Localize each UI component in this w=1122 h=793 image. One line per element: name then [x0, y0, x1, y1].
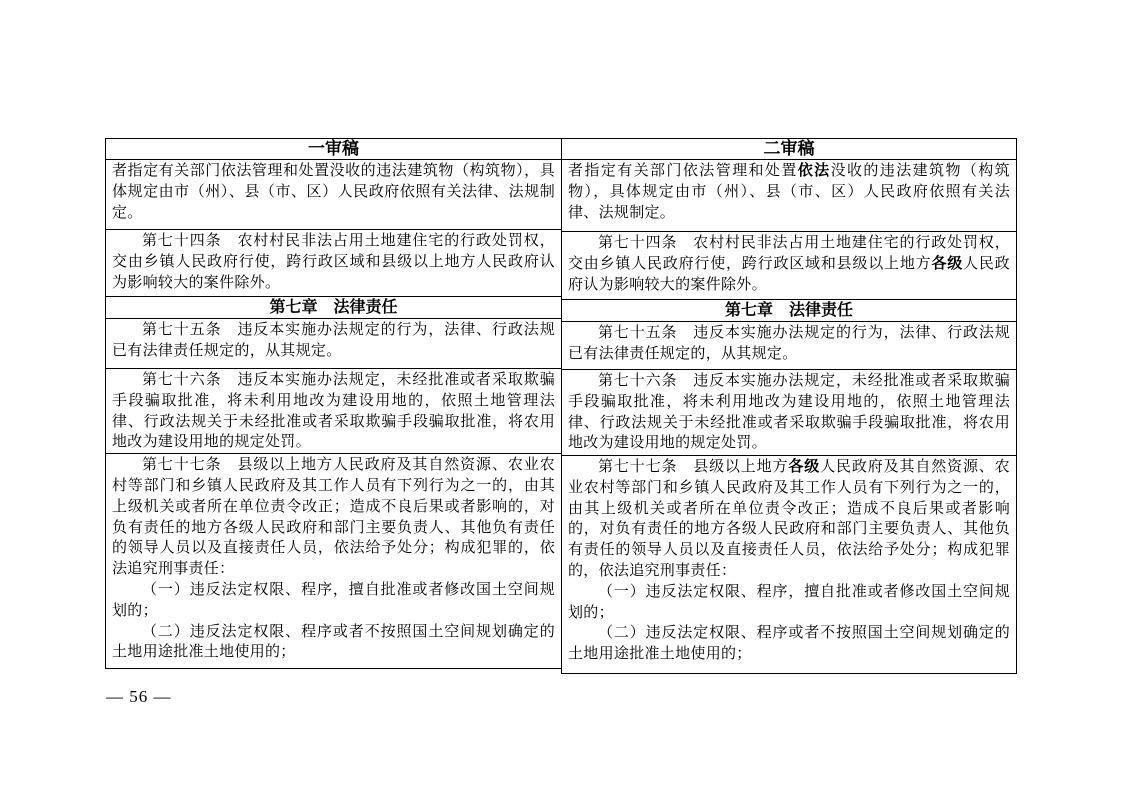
column-second-draft: [561, 138, 1017, 674]
text-run: 第七十四条 农村村民非法占用土地建住宅的行政处罚权，交由乡镇人民政府行使，跨行政区域和县级以上地方人民政府认为影响较大的案件除外。: [112, 233, 555, 291]
second-draft-header: 二审稿: [562, 139, 1016, 160]
text-run: 第七十六条 违反本实施办法规定，未经批准或者采取欺骗手段骗取批准，将未利用地改为建设用地的，依照土地管理法律、行政法规关于未经批准或者采取欺骗手段骗取批准，将农用地改为建设用地的规定处罚。: [568, 373, 1010, 452]
paragraph: [112, 580, 555, 622]
amendment-emphasis-run: 各级: [788, 459, 821, 475]
paragraph: [112, 231, 555, 293]
text-run: （二）违反法定权限、程序或者不按照国土空间规划确定的土地用途批准土地使用的；: [112, 623, 555, 661]
paragraph: [568, 323, 1010, 365]
text-run: 第七十七条 县级以上地方人民政府及其自然资源、农业农村等部门和乡镇人民政府及其工作人员有下列行为之一的，由其上级机关或者所在单位责令改正；造成不良后果或者影响的，对负有责任的地方各级人民政府和部门主要负责人、其他负有责任的领导人员以及直接责任人员，依法给予处分；构成犯罪的，依法追究刑事责任：: [112, 457, 555, 578]
table-cell: [562, 370, 1016, 456]
table-cell: [106, 230, 561, 297]
text-run: （一）违反法定权限、程序，擅自批准或者修改国土空间规划的；: [112, 581, 555, 619]
paragraph: [568, 457, 1010, 582]
paragraph: [568, 161, 1010, 223]
text-run: （一）违反法定权限、程序，擅自批准或者修改国土空间规划的；: [568, 583, 1010, 621]
text-run: 第七十四条 农村村民非法占用土地建住宅的行政处罚权，交由乡镇人民政府行使，跨行政区域和县级以上地方: [568, 235, 1010, 272]
text-run: 第七十五条 违反本实施办法规定的行为，法律、行政法规已有法律责任规定的，从其规定。: [568, 325, 1010, 362]
text-run: 者指定有关部门依法管理和处置没收的违法建筑物（构筑物），具体规定由市（州）、县（市、区）人民政府依照有关法律、法规制定。: [112, 163, 555, 221]
chapter-heading-cell: 第七章 法律责任: [562, 300, 1016, 322]
table-cell: [106, 319, 561, 369]
draft-comparison-table: [105, 138, 1017, 674]
text-run: 第七十七条 县级以上地方: [598, 459, 789, 475]
text-run: 第七十五条 违反本实施办法规定的行为，法律、行政法规已有法律责任规定的，从其规定。: [112, 322, 555, 359]
paragraph: [568, 233, 1010, 295]
paragraph: [112, 622, 555, 664]
amendment-emphasis-run: 各级: [931, 255, 964, 272]
text-run: 人民政府及其自然资源、农业农村等部门和乡镇人民政府及其工作人员有下列行为之一的，由其上级机关或者所在单位责令改正；造成不良后果或者影响的，对负有责任的地方各级人民政府和部门主要负责人、其他负有责任的领导人员以及直接责任人员，依法给予处分；构成犯罪的，依法追究刑事责任：: [568, 459, 1010, 579]
paragraph: [568, 371, 1010, 454]
paragraph: [112, 320, 555, 362]
table-cell: [106, 454, 561, 668]
paragraph: [568, 623, 1010, 665]
text-run: 人民政府认为影响较大的案件除外。: [568, 255, 1010, 293]
table-cell: [106, 160, 561, 230]
text-run: 第七十六条 违反本实施办法规定，未经批准或者采取欺骗手段骗取批准，将未利用地改为建设用地的，依照土地管理法律、行政法规关于未经批准或者采取欺骗手段骗取批准，将农用地改为建设用地的规定处罚。: [112, 372, 555, 451]
table-cell: [562, 322, 1016, 370]
text-run: （二）违反法定权限、程序或者不按照国土空间规划确定的土地用途批准土地使用的；: [568, 625, 1010, 663]
first-draft-header: 一审稿: [106, 139, 561, 160]
text-run: 者指定有关部门依法管理和处置: [568, 163, 798, 179]
table-cell: [562, 232, 1016, 300]
table-cell: [106, 369, 561, 454]
column-first-draft: [105, 138, 561, 669]
chapter-heading-cell: 第七章 法律责任: [106, 297, 561, 319]
page-number: — 56 —: [106, 687, 172, 706]
table-cell: [562, 456, 1016, 673]
paragraph: [112, 455, 555, 580]
text-run: 没收的违法建筑物（构筑物），具体规定由市（州）、县（市、区）人民政府依照有关法律、法规制定。: [568, 163, 1010, 221]
paragraph: [112, 161, 555, 223]
paragraph: [568, 582, 1010, 624]
amendment-emphasis-run: 依法: [797, 163, 831, 179]
paragraph: [112, 370, 555, 453]
table-cell: [562, 160, 1016, 232]
